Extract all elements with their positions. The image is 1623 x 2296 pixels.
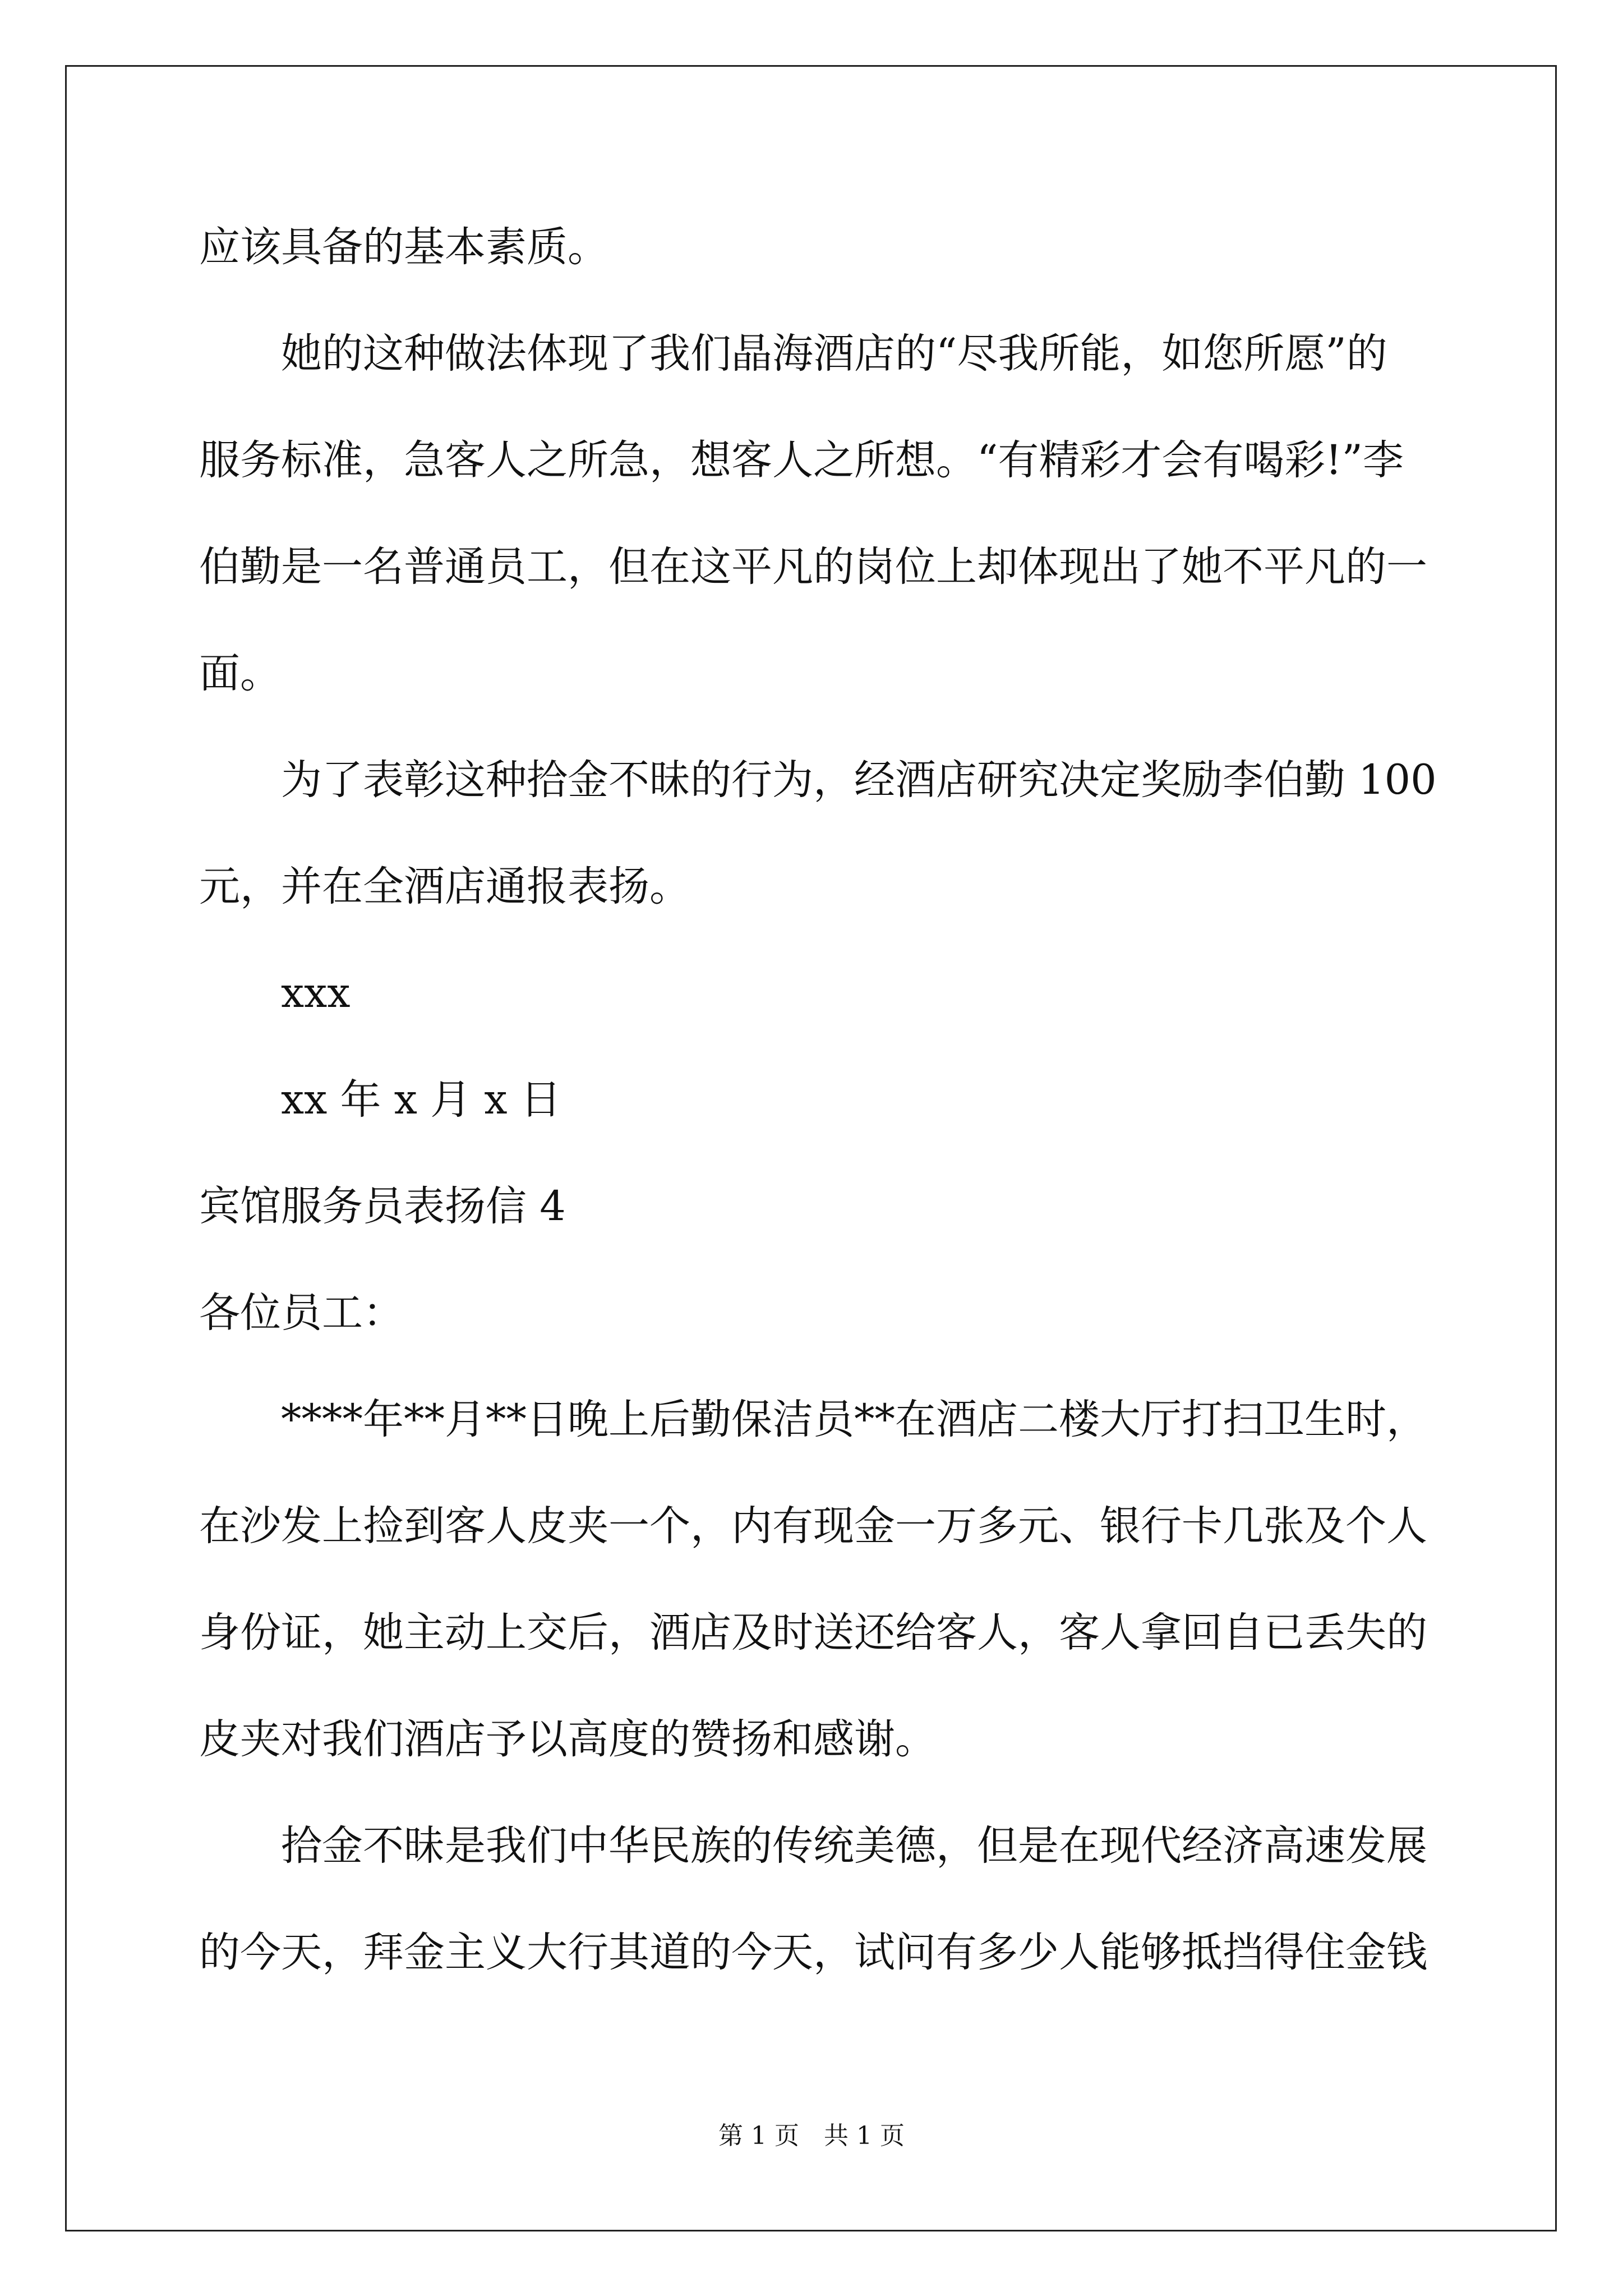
paragraph-line: 的今天，拜金主义大行其道的今天，试问有多少人能够抵挡得住金钱	[199, 1929, 1427, 1976]
paragraph-line: 在沙发上捡到客人皮夹一个，内有现金一万多元、银行卡几张及个人	[199, 1502, 1427, 1550]
paragraph-line: 身份证，她主动上交后，酒店及时送还给客人，客人拿回自已丢失的	[199, 1609, 1427, 1657]
salutation: 各位员工：	[199, 1289, 404, 1337]
document-body	[199, 194, 1437, 2006]
paragraph-line: 应该具备的基本素质。	[199, 223, 608, 271]
paragraph-line: 拾金不昧是我们中华民族的传统美德，但是在现代经济高速发展	[281, 1822, 1427, 1870]
paragraph-line: 为了表彰这种拾金不昧的行为，经酒店研究决定奖励李伯勤 100	[281, 756, 1437, 804]
paragraph-line: 她的这种做法体现了我们晶海酒店的“尽我所能，如您所愿”的	[281, 330, 1387, 378]
signature-date: xx 年 x 月 x 日	[281, 1076, 561, 1124]
paragraph-line: ****年**月**日晚上后勤保洁员**在酒店二楼大厅打扫卫生时，	[281, 1396, 1427, 1443]
signature-name: xxx	[281, 969, 351, 1017]
paragraph-line: 服务标准，急客人之所急，想客人之所想。“有精彩才会有喝彩!”李	[199, 436, 1404, 484]
paragraph-line: 伯勤是一名普通员工，但在这平凡的岗位上却体现出了她不平凡的一	[199, 543, 1427, 591]
paragraph-line: 元，并在全酒店通报表扬。	[199, 863, 690, 910]
section-title: 宾馆服务员表扬信 4	[199, 1182, 566, 1230]
paragraph-line: 皮夹对我们酒店予以高度的赞扬和感谢。	[199, 1715, 936, 1763]
paragraph-line: 面。	[199, 650, 281, 697]
page-footer: 第 1 页 共 1 页	[718, 2122, 905, 2150]
